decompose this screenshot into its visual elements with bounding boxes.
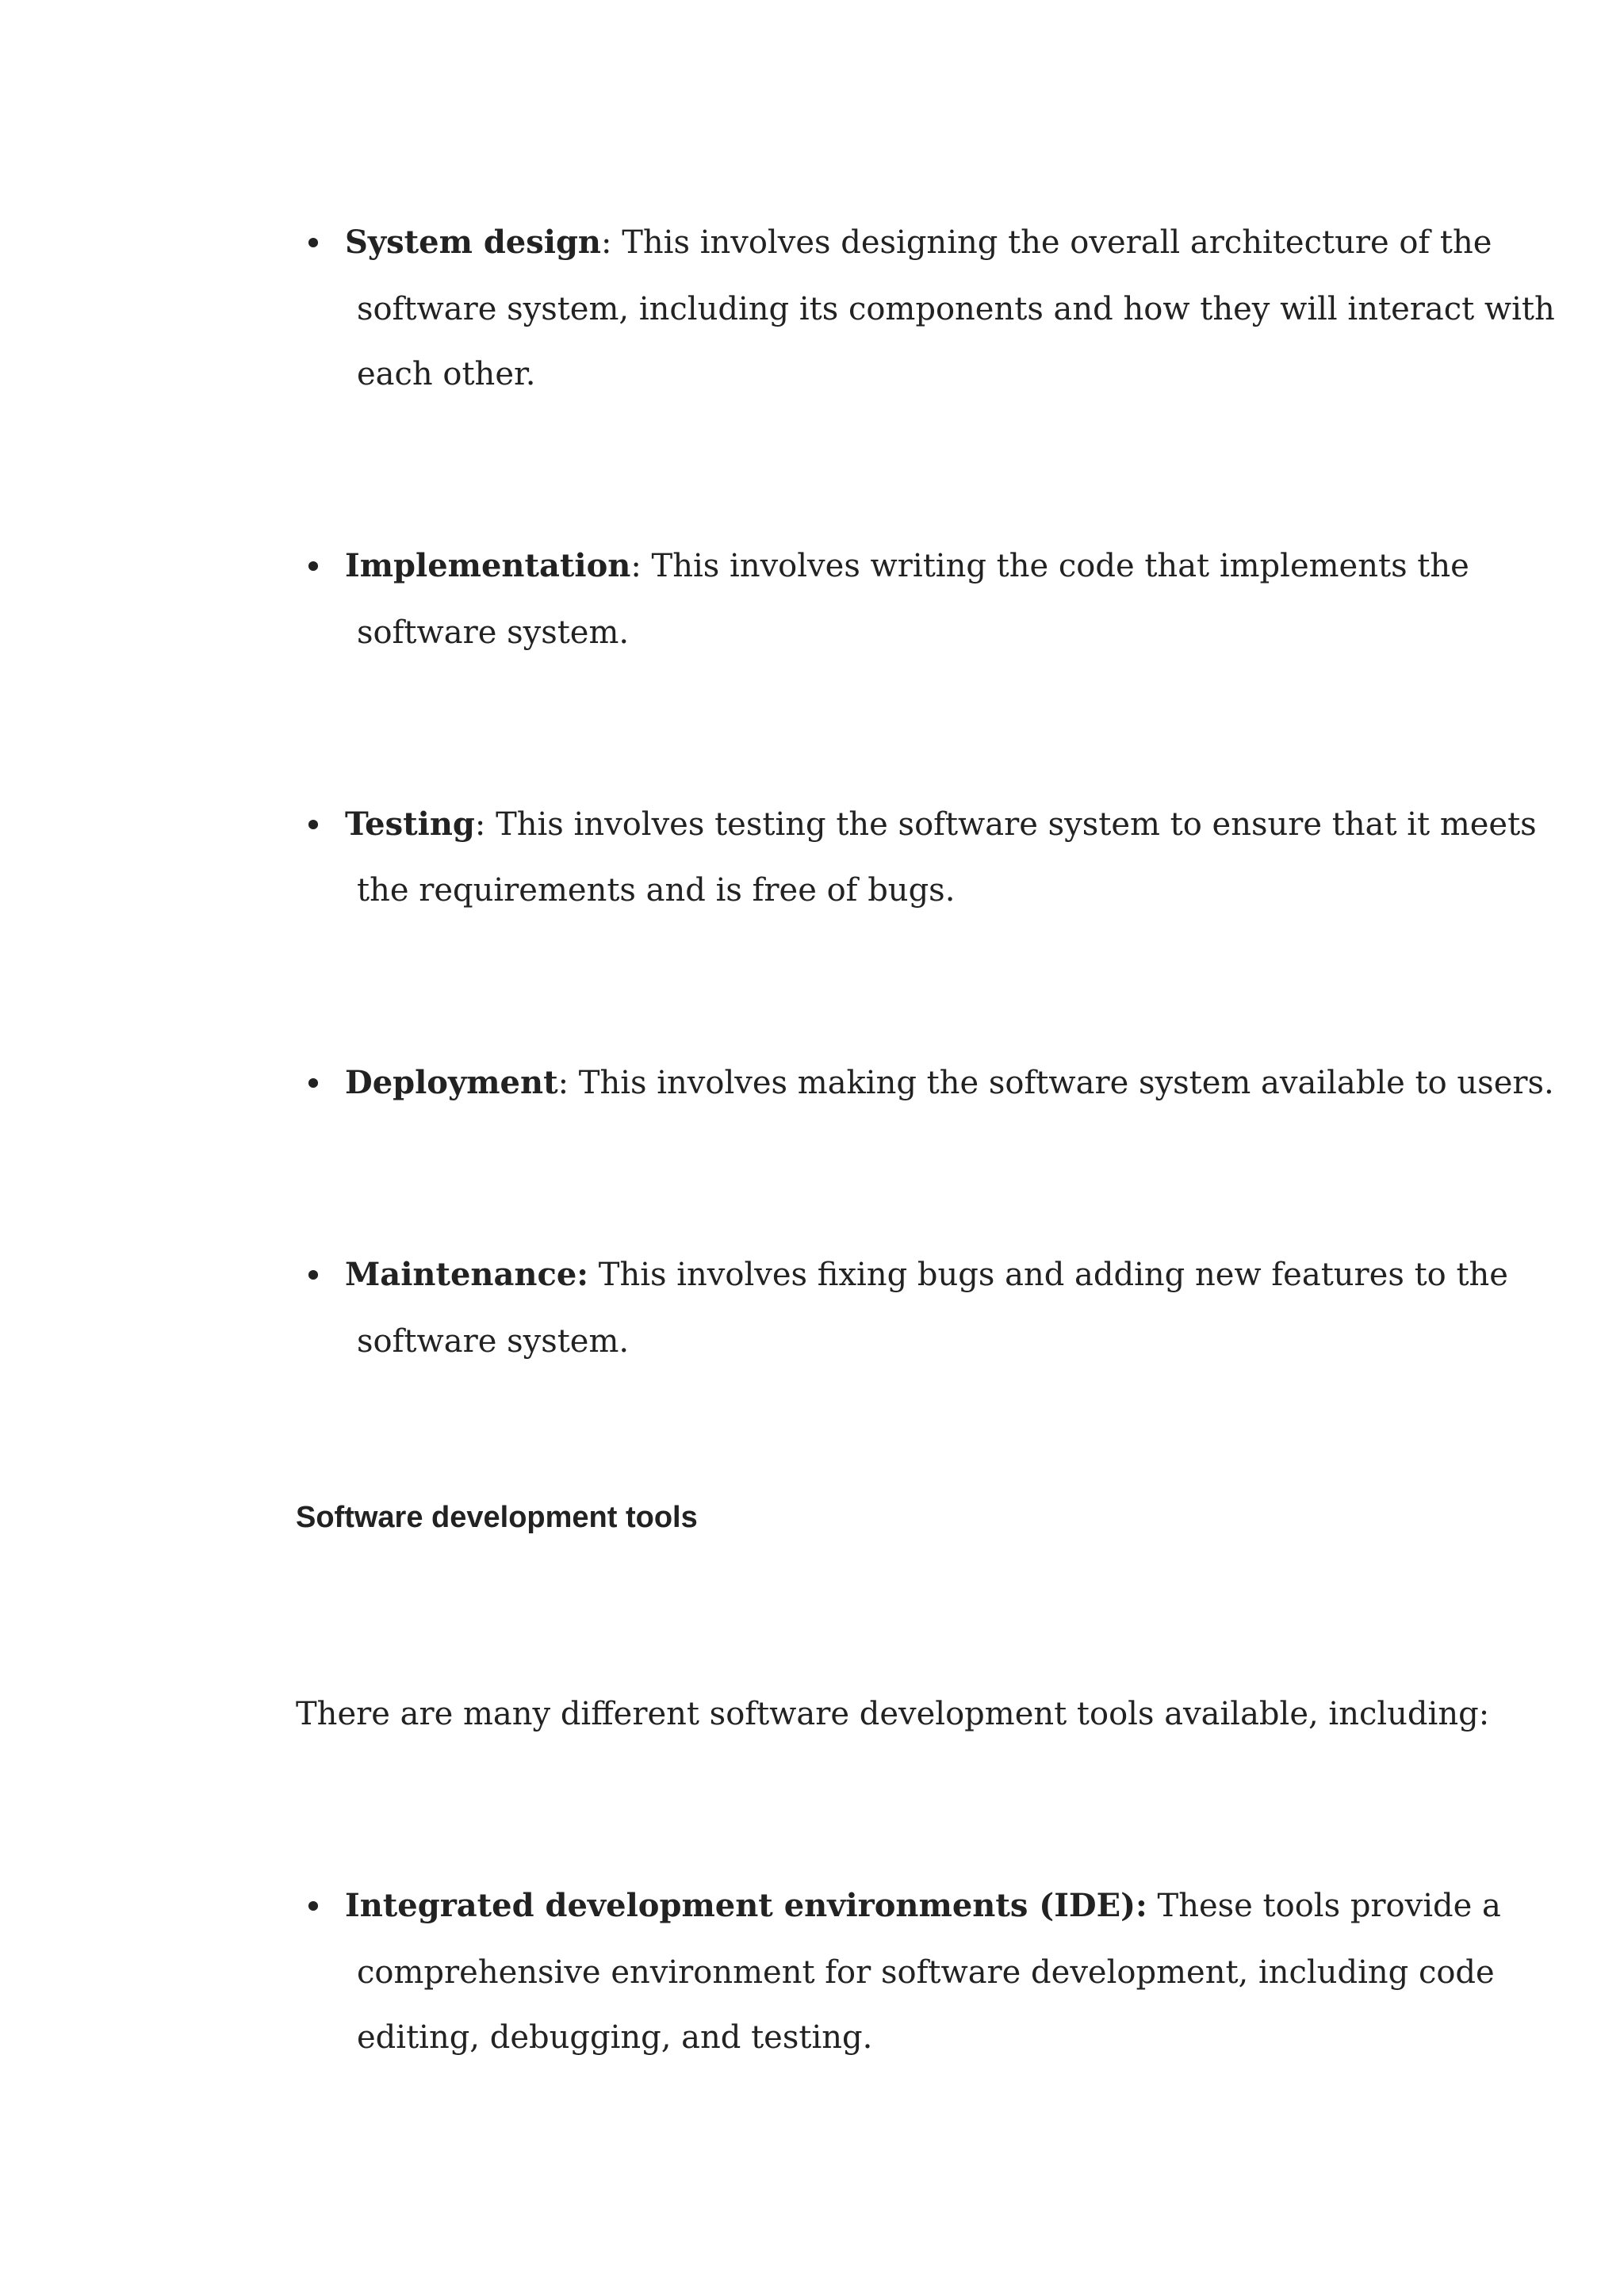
item-text-line-2: software system, including its components and how they will interact with — [357, 291, 1555, 327]
item-term: System design — [345, 224, 602, 261]
item-text-line-2: software system. — [357, 1323, 630, 1360]
item-text-line-2: the requirements and is free of bugs. — [357, 872, 956, 909]
item-text-line-1: This involves designing the overall architecture of the — [611, 224, 1492, 261]
item-separator: : — [474, 806, 486, 843]
item-text-line-2: software system. — [357, 614, 630, 651]
item-text-line-1: This involves fixing bugs and adding new features to the — [588, 1257, 1508, 1293]
item-separator: : — [601, 224, 612, 261]
bullet-icon — [308, 1270, 318, 1280]
item-text-line-1: This involves writing the code that implements the — [641, 548, 1469, 584]
intro-paragraph: There are many different software development tools available, including: — [296, 1696, 1490, 1732]
item-separator: : — [557, 1065, 569, 1101]
section-heading: Software development tools — [296, 1501, 698, 1534]
item-text-line-1: This involves testing the software system to ensure that it meets — [485, 806, 1537, 843]
item-term: Integrated development environments (IDE): — [345, 1887, 1147, 1924]
item-text-line-1: These tools provide a — [1147, 1888, 1501, 1924]
bullet-icon — [308, 1901, 318, 1911]
item-term: Deployment — [345, 1064, 558, 1101]
item-term: Testing — [345, 806, 475, 843]
bullet-icon — [308, 561, 318, 571]
item-text-line-3: editing, debugging, and testing. — [357, 2019, 873, 2056]
bullet-icon — [308, 820, 318, 829]
item-term: Maintenance: — [345, 1256, 589, 1293]
bullet-icon — [308, 1078, 318, 1088]
item-separator: : — [630, 548, 642, 584]
item-text-line-3: each other. — [357, 356, 536, 392]
item-text-line-2: comprehensive environment for software development, including code — [357, 1954, 1495, 1991]
bullet-icon — [308, 238, 318, 247]
item-term: Implementation — [345, 547, 631, 584]
item-text-line-1: This involves making the software system available to users. — [569, 1065, 1554, 1101]
